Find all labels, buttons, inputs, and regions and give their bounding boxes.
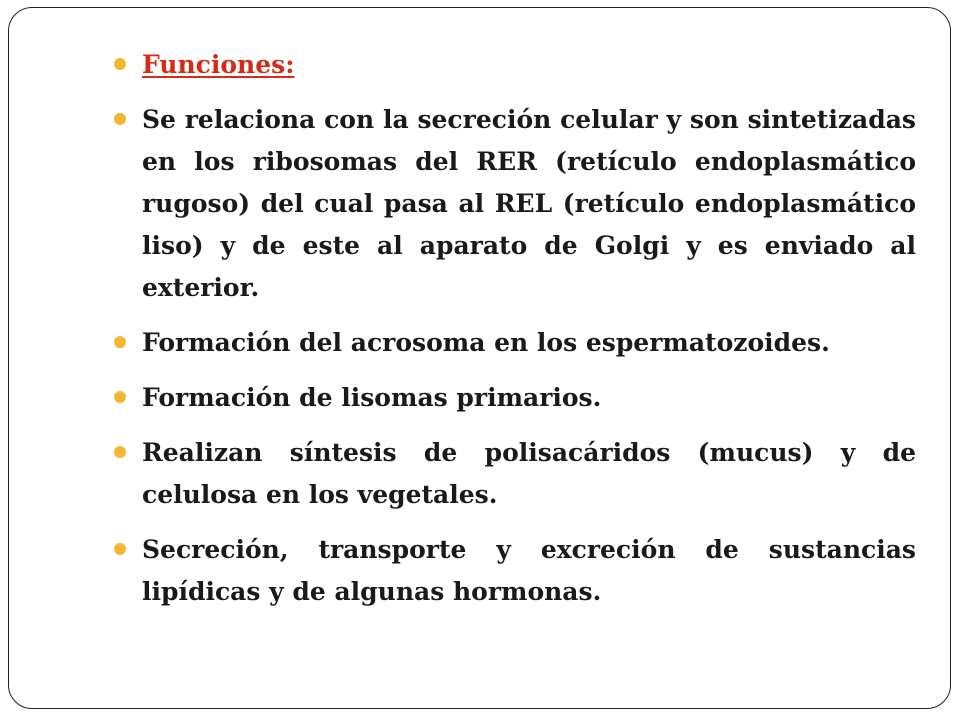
- bullet-dot-icon: [114, 336, 126, 348]
- list-item-text: Formación del acrosoma en los espermatozoides.: [142, 328, 830, 357]
- list-item-text: Secreción, transporte y excreción de sustancias lipídicas y de algunas hormonas.: [142, 535, 916, 606]
- list-item: [114, 529, 916, 613]
- heading-item: [114, 44, 916, 86]
- list-item: [114, 377, 916, 419]
- bullet-list: [114, 44, 916, 626]
- bullet-dot-icon: [114, 58, 126, 70]
- bullet-dot-icon: [114, 391, 126, 403]
- heading-text: Funciones:: [142, 50, 295, 79]
- bullet-dot-icon: [114, 113, 126, 125]
- bullet-dot-icon: [114, 543, 126, 555]
- list-item: [114, 99, 916, 309]
- list-item: [114, 432, 916, 516]
- bullet-dot-icon: [114, 446, 126, 458]
- list-item-text: Se relaciona con la secreción celular y son sintetizadas en los ribosomas del RER (retículo endoplasmático rugoso) del cual pasa al REL (retículo endoplasmático liso) y de este al aparato de Golgi y es enviado al exterior.: [142, 105, 916, 302]
- list-item-text: Formación de lisomas primarios.: [142, 383, 602, 412]
- list-item-text: Realizan síntesis de polisacáridos (mucus) y de celulosa en los vegetales.: [142, 438, 916, 509]
- list-item: [114, 322, 916, 364]
- slide-frame: [8, 7, 951, 709]
